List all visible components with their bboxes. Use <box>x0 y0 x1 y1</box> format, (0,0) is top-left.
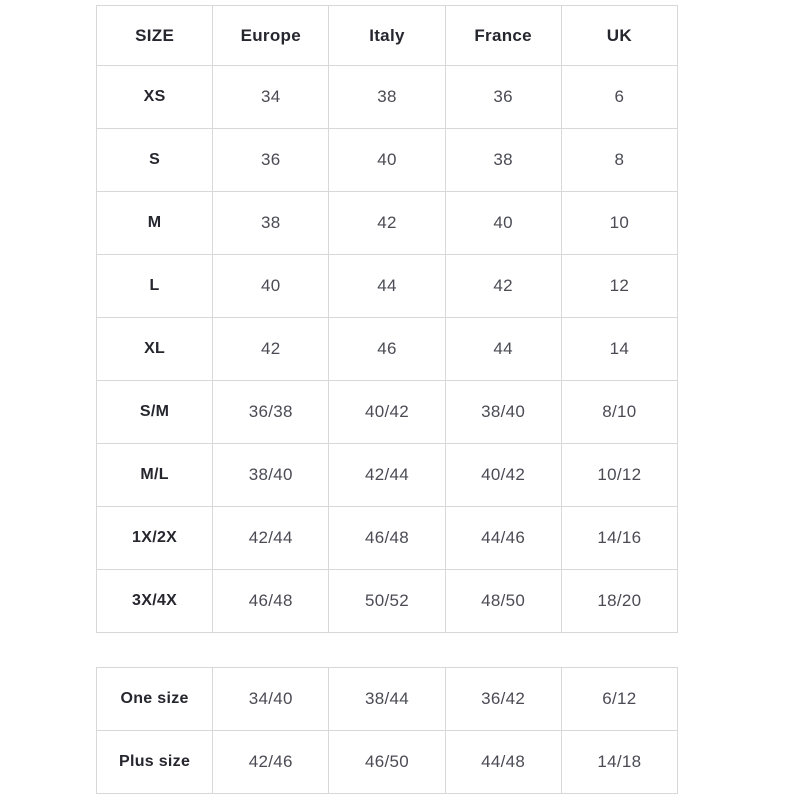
cell-italy: 46/50 <box>329 731 445 794</box>
cell-europe: 46/48 <box>213 570 329 633</box>
cell-uk: 8/10 <box>561 381 677 444</box>
row-label: M/L <box>97 444 213 507</box>
cell-france: 38/40 <box>445 381 561 444</box>
cell-europe: 38/40 <box>213 444 329 507</box>
row-label: XL <box>97 318 213 381</box>
cell-europe: 36 <box>213 129 329 192</box>
table-row-ml <box>97 444 678 507</box>
table-row-3x4x <box>97 570 678 633</box>
column-header-france: France <box>445 6 561 66</box>
cell-europe: 42 <box>213 318 329 381</box>
column-header-italy: Italy <box>329 6 445 66</box>
cell-italy: 38 <box>329 66 445 129</box>
column-header-europe: Europe <box>213 6 329 66</box>
cell-france: 38 <box>445 129 561 192</box>
row-label: 1X/2X <box>97 507 213 570</box>
cell-italy: 42/44 <box>329 444 445 507</box>
cell-italy: 50/52 <box>329 570 445 633</box>
cell-uk: 6 <box>561 66 677 129</box>
cell-france: 42 <box>445 255 561 318</box>
cell-uk: 10 <box>561 192 677 255</box>
cell-uk: 6/12 <box>561 668 677 731</box>
cell-europe: 34/40 <box>213 668 329 731</box>
cell-europe: 34 <box>213 66 329 129</box>
cell-france: 44 <box>445 318 561 381</box>
cell-uk: 14 <box>561 318 677 381</box>
cell-france: 44/48 <box>445 731 561 794</box>
cell-italy: 38/44 <box>329 668 445 731</box>
cell-italy: 40/42 <box>329 381 445 444</box>
row-label: 3X/4X <box>97 570 213 633</box>
cell-uk: 8 <box>561 129 677 192</box>
cell-uk: 10/12 <box>561 444 677 507</box>
row-label: Plus size <box>97 731 213 794</box>
cell-europe: 42/44 <box>213 507 329 570</box>
special-sizes-table <box>96 667 678 794</box>
table-row-sm <box>97 381 678 444</box>
cell-france: 36/42 <box>445 668 561 731</box>
table-row-plus-size <box>97 731 678 794</box>
cell-italy: 46/48 <box>329 507 445 570</box>
table-row-1x2x <box>97 507 678 570</box>
cell-europe: 42/46 <box>213 731 329 794</box>
table-row-l <box>97 255 678 318</box>
row-label: L <box>97 255 213 318</box>
cell-europe: 36/38 <box>213 381 329 444</box>
table-row-one-size <box>97 668 678 731</box>
table-row-xl <box>97 318 678 381</box>
cell-france: 40 <box>445 192 561 255</box>
cell-france: 36 <box>445 66 561 129</box>
cell-europe: 40 <box>213 255 329 318</box>
cell-france: 40/42 <box>445 444 561 507</box>
cell-uk: 14/18 <box>561 731 677 794</box>
cell-italy: 42 <box>329 192 445 255</box>
cell-europe: 38 <box>213 192 329 255</box>
table-row-m <box>97 192 678 255</box>
cell-italy: 46 <box>329 318 445 381</box>
cell-uk: 12 <box>561 255 677 318</box>
table-row-s <box>97 129 678 192</box>
column-header-size: SIZE <box>97 6 213 66</box>
table-row-xs <box>97 66 678 129</box>
row-label: S/M <box>97 381 213 444</box>
row-label: One size <box>97 668 213 731</box>
cell-uk: 14/16 <box>561 507 677 570</box>
cell-italy: 40 <box>329 129 445 192</box>
row-label: M <box>97 192 213 255</box>
table-header-row <box>97 6 678 66</box>
row-label: S <box>97 129 213 192</box>
column-header-uk: UK <box>561 6 677 66</box>
cell-france: 44/46 <box>445 507 561 570</box>
cell-france: 48/50 <box>445 570 561 633</box>
cell-italy: 44 <box>329 255 445 318</box>
cell-uk: 18/20 <box>561 570 677 633</box>
row-label: XS <box>97 66 213 129</box>
size-conversion-table <box>96 5 678 633</box>
